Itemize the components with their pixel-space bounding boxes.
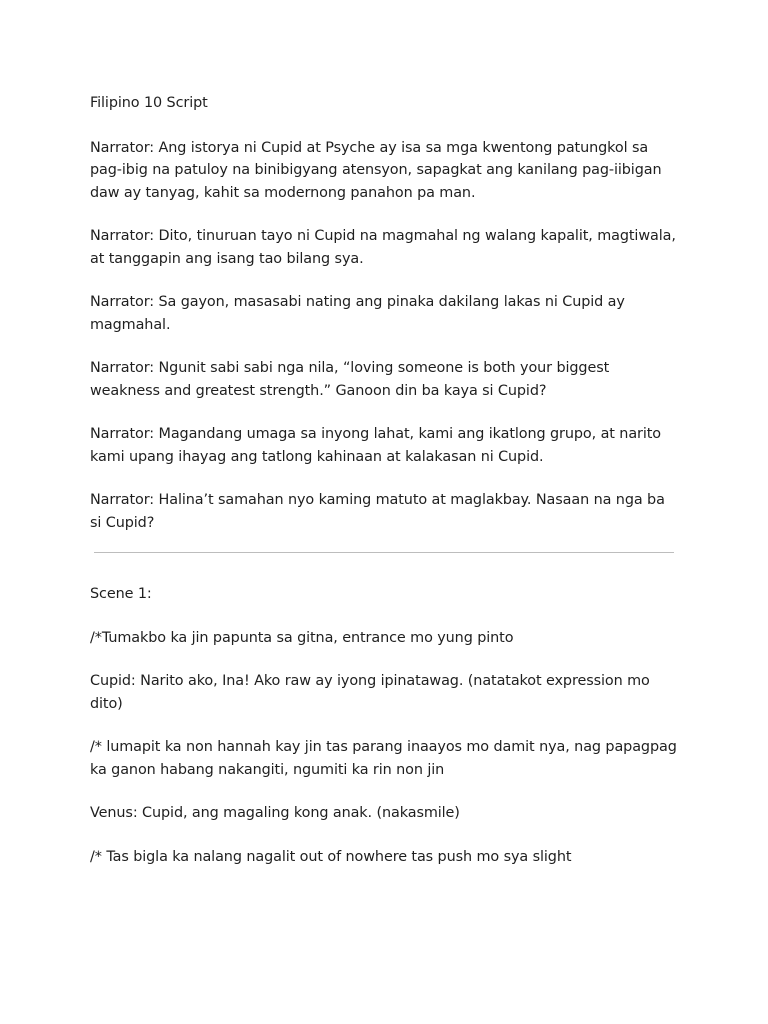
document-page bbox=[90, 92, 680, 555]
stage-direction-1: /*Tumakbo ka jin papunta sa gitna, entrance mo yung pinto bbox=[90, 629, 514, 646]
scene-heading: Scene 1: bbox=[90, 586, 152, 602]
narrator-line-1: Narrator: Ang istorya ni Cupid at Psyche ay isa sa mga kwentong patungkol sa pag-ibig na patuloy na binibigyang atensyon, sapagkat ang kanilang pag-iibigan daw ay tanyag, kahit sa modernong panahon pa man. bbox=[90, 139, 662, 201]
stage-direction-2: /* lumapit ka non hannah kay jin tas parang inaayos mo damit nya, nag papagpag ka ganon habang nakangiti, ngumiti ka rin non jin bbox=[90, 739, 677, 778]
narrator-line-3: Narrator: Sa gayon, masasabi nating ang pinaka dakilang lakas ni Cupid ay magmahal. bbox=[90, 294, 625, 333]
dialogue-venus: Venus: Cupid, ang magaling kong anak. (nakasmile) bbox=[90, 805, 460, 821]
narrator-line-6: Narrator: Halina’t samahan nyo kaming matuto at maglakbay. Nasaan na nga ba si Cupid? bbox=[90, 492, 665, 531]
scene-section bbox=[90, 583, 680, 889]
narrator-line-4: Narrator: Ngunit sabi sabi nga nila, “loving someone is both your biggest weakness and greatest strength.” Ganoon din ba kaya si Cupid? bbox=[90, 360, 610, 399]
horizontal-divider bbox=[94, 552, 674, 553]
narrator-line-2: Narrator: Dito, tinuruan tayo ni Cupid na magmahal ng walang kapalit, magtiwala, at tanggapin ang isang tao bilang sya. bbox=[90, 228, 676, 267]
document-title: Filipino 10 Script bbox=[90, 95, 208, 111]
dialogue-cupid: Cupid: Narito ako, Ina! Ako raw ay iyong ipinatawag. (natatakot expression mo dito) bbox=[90, 673, 650, 712]
stage-direction-3: /* Tas bigla ka nalang nagalit out of nowhere tas push mo sya slight bbox=[90, 848, 572, 865]
narrator-line-5: Narrator: Magandang umaga sa inyong lahat, kami ang ikatlong grupo, at narito kami upang ihayag ang tatlong kahinaan at kalakasan ni Cupid. bbox=[90, 426, 662, 465]
